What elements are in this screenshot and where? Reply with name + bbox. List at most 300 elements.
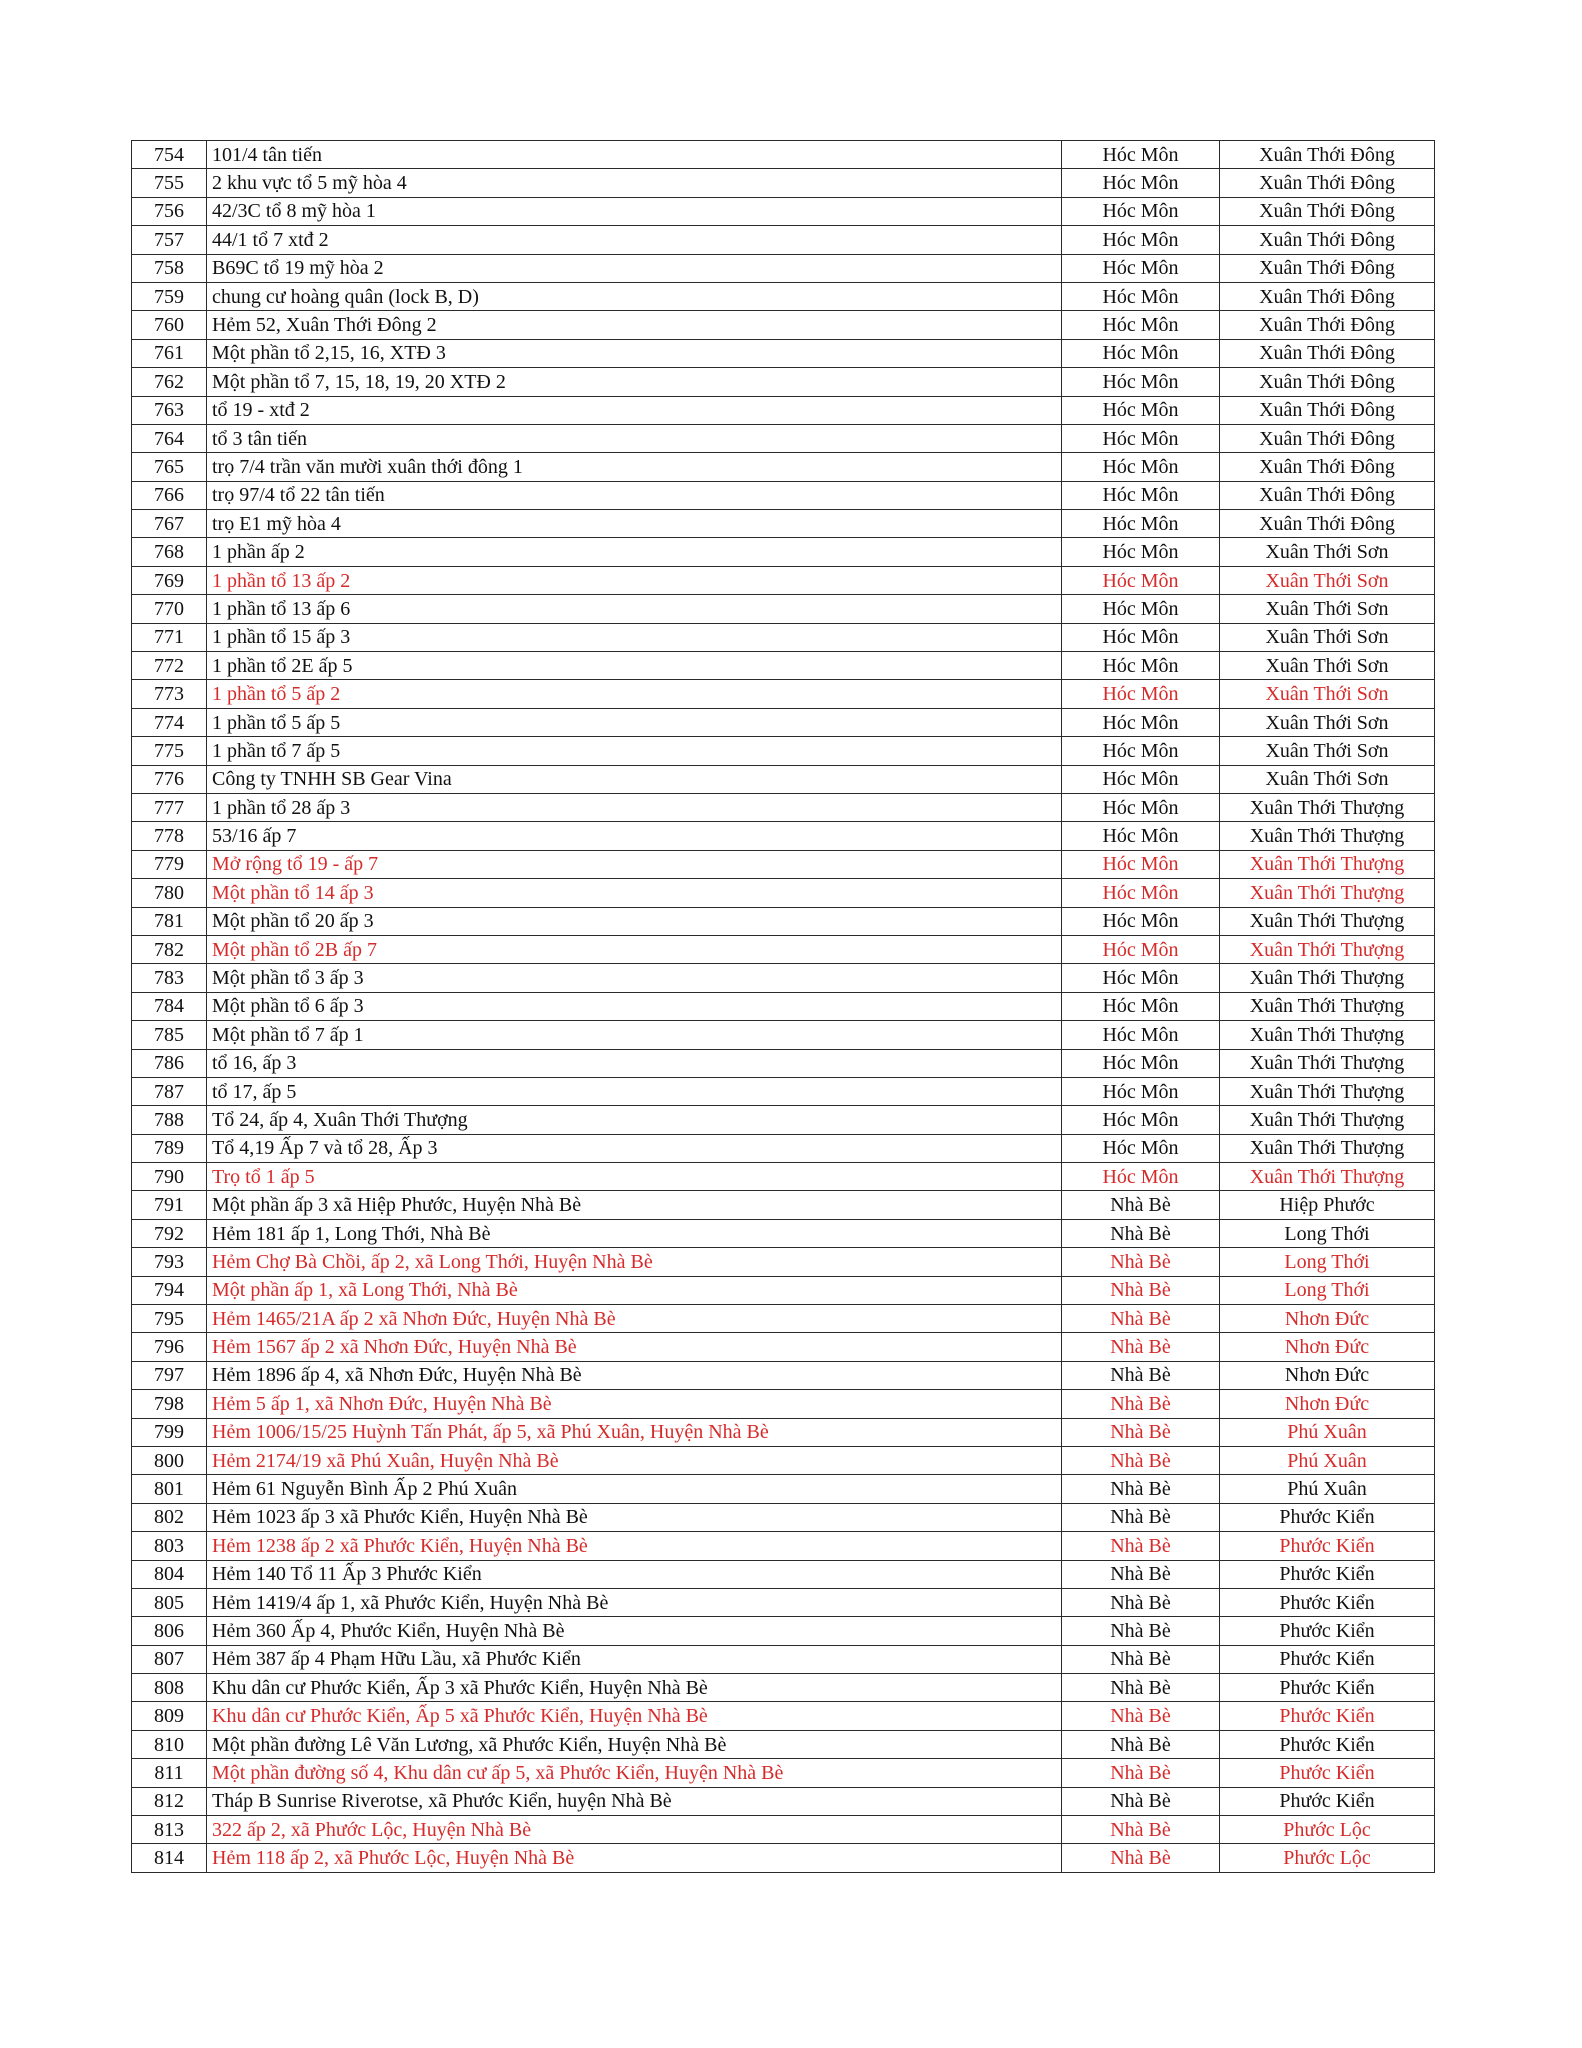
row-number: 782 bbox=[132, 935, 207, 963]
row-number: 772 bbox=[132, 652, 207, 680]
district-cell: Hóc Môn bbox=[1062, 1106, 1220, 1134]
ward-cell: Phước Kiển bbox=[1220, 1617, 1435, 1645]
table-row bbox=[132, 964, 1435, 992]
ward-cell: Xuân Thới Thượng bbox=[1220, 879, 1435, 907]
table-row bbox=[132, 935, 1435, 963]
ward-cell: Xuân Thới Đông bbox=[1220, 197, 1435, 225]
ward-cell: Xuân Thới Đông bbox=[1220, 481, 1435, 509]
ward-cell: Xuân Thới Đông bbox=[1220, 141, 1435, 169]
ward-cell: Phước Kiển bbox=[1220, 1787, 1435, 1815]
row-number: 761 bbox=[132, 339, 207, 367]
row-number: 783 bbox=[132, 964, 207, 992]
table-row bbox=[132, 453, 1435, 481]
district-cell: Nhà Bè bbox=[1062, 1560, 1220, 1588]
district-cell: Nhà Bè bbox=[1062, 1219, 1220, 1247]
table-row bbox=[132, 1077, 1435, 1105]
row-number: 765 bbox=[132, 453, 207, 481]
ward-cell: Xuân Thới Sơn bbox=[1220, 765, 1435, 793]
location-cell: 322 ấp 2, xã Phước Lộc, Huyện Nhà Bè bbox=[207, 1816, 1062, 1844]
ward-cell: Xuân Thới Sơn bbox=[1220, 708, 1435, 736]
district-cell: Hóc Môn bbox=[1062, 396, 1220, 424]
row-number: 773 bbox=[132, 680, 207, 708]
location-cell: Hẻm 118 ấp 2, xã Phước Lộc, Huyện Nhà Bè bbox=[207, 1844, 1062, 1872]
row-number: 811 bbox=[132, 1759, 207, 1787]
district-cell: Hóc Môn bbox=[1062, 424, 1220, 452]
table-row bbox=[132, 680, 1435, 708]
table-row bbox=[132, 141, 1435, 169]
ward-cell: Xuân Thới Đông bbox=[1220, 368, 1435, 396]
table-row bbox=[132, 1844, 1435, 1872]
ward-cell: Xuân Thới Đông bbox=[1220, 226, 1435, 254]
table-row bbox=[132, 737, 1435, 765]
table-row bbox=[132, 1560, 1435, 1588]
table-row bbox=[132, 652, 1435, 680]
district-cell: Nhà Bè bbox=[1062, 1816, 1220, 1844]
ward-cell: Xuân Thới Đông bbox=[1220, 510, 1435, 538]
ward-cell: Phước Kiển bbox=[1220, 1503, 1435, 1531]
location-cell: Hẻm 1465/21A ấp 2 xã Nhơn Đức, Huyện Nhà Bè bbox=[207, 1305, 1062, 1333]
district-cell: Hóc Môn bbox=[1062, 595, 1220, 623]
location-cell: Hẻm Chợ Bà Chồi, ấp 2, xã Long Thới, Huyện Nhà Bè bbox=[207, 1248, 1062, 1276]
row-number: 787 bbox=[132, 1077, 207, 1105]
district-cell: Hóc Môn bbox=[1062, 368, 1220, 396]
location-cell: Một phần đường số 4, Khu dân cư ấp 5, xã Phước Kiển, Huyện Nhà Bè bbox=[207, 1759, 1062, 1787]
row-number: 809 bbox=[132, 1702, 207, 1730]
district-cell: Hóc Môn bbox=[1062, 141, 1220, 169]
table-row bbox=[132, 1730, 1435, 1758]
location-cell: 2 khu vực tổ 5 mỹ hòa 4 bbox=[207, 169, 1062, 197]
district-cell: Nhà Bè bbox=[1062, 1503, 1220, 1531]
district-cell: Nhà Bè bbox=[1062, 1844, 1220, 1872]
ward-cell: Xuân Thới Đông bbox=[1220, 169, 1435, 197]
ward-cell: Xuân Thới Thượng bbox=[1220, 992, 1435, 1020]
district-cell: Hóc Môn bbox=[1062, 907, 1220, 935]
table-row bbox=[132, 169, 1435, 197]
ward-cell: Nhơn Đức bbox=[1220, 1333, 1435, 1361]
table-row bbox=[132, 1702, 1435, 1730]
table-row bbox=[132, 538, 1435, 566]
table-row bbox=[132, 1787, 1435, 1815]
ward-cell: Long Thới bbox=[1220, 1219, 1435, 1247]
location-cell: Hẻm 2174/19 xã Phú Xuân, Huyện Nhà Bè bbox=[207, 1446, 1062, 1474]
location-cell: trọ 7/4 trần văn mười xuân thới đông 1 bbox=[207, 453, 1062, 481]
table-row bbox=[132, 1219, 1435, 1247]
table-row bbox=[132, 566, 1435, 594]
ward-cell: Xuân Thới Sơn bbox=[1220, 652, 1435, 680]
ward-cell: Xuân Thới Thượng bbox=[1220, 1077, 1435, 1105]
ward-cell: Phước Kiển bbox=[1220, 1560, 1435, 1588]
district-cell: Hóc Môn bbox=[1062, 197, 1220, 225]
row-number: 793 bbox=[132, 1248, 207, 1276]
table-row bbox=[132, 1645, 1435, 1673]
table-row bbox=[132, 1021, 1435, 1049]
row-number: 767 bbox=[132, 510, 207, 538]
row-number: 781 bbox=[132, 907, 207, 935]
ward-cell: Phước Kiển bbox=[1220, 1532, 1435, 1560]
location-cell: Một phần tổ 3 ấp 3 bbox=[207, 964, 1062, 992]
row-number: 766 bbox=[132, 481, 207, 509]
location-cell: 44/1 tổ 7 xtđ 2 bbox=[207, 226, 1062, 254]
table-row bbox=[132, 282, 1435, 310]
row-number: 785 bbox=[132, 1021, 207, 1049]
table-row bbox=[132, 595, 1435, 623]
row-number: 807 bbox=[132, 1645, 207, 1673]
ward-cell: Nhơn Đức bbox=[1220, 1390, 1435, 1418]
location-cell: Hẻm 1419/4 ấp 1, xã Phước Kiển, Huyện Nhà Bè bbox=[207, 1588, 1062, 1616]
ward-cell: Xuân Thới Thượng bbox=[1220, 822, 1435, 850]
row-number: 763 bbox=[132, 396, 207, 424]
location-cell: Một phần tổ 2B ấp 7 bbox=[207, 935, 1062, 963]
table-row bbox=[132, 1816, 1435, 1844]
table-row bbox=[132, 907, 1435, 935]
location-cell: 1 phần tổ 5 ấp 2 bbox=[207, 680, 1062, 708]
district-cell: Hóc Môn bbox=[1062, 566, 1220, 594]
row-number: 754 bbox=[132, 141, 207, 169]
row-number: 812 bbox=[132, 1787, 207, 1815]
district-cell: Nhà Bè bbox=[1062, 1361, 1220, 1389]
table-row bbox=[132, 1134, 1435, 1162]
location-cell: Khu dân cư Phước Kiển, Ấp 3 xã Phước Kiển, Huyện Nhà Bè bbox=[207, 1674, 1062, 1702]
location-cell: Tổ 24, ấp 4, Xuân Thới Thượng bbox=[207, 1106, 1062, 1134]
location-cell: 1 phần tổ 15 ấp 3 bbox=[207, 623, 1062, 651]
location-cell: 1 phần tổ 13 ấp 6 bbox=[207, 595, 1062, 623]
row-number: 794 bbox=[132, 1276, 207, 1304]
table-row bbox=[132, 1361, 1435, 1389]
location-cell: Hẻm 61 Nguyễn Bình Ấp 2 Phú Xuân bbox=[207, 1475, 1062, 1503]
district-cell: Hóc Môn bbox=[1062, 453, 1220, 481]
location-cell: Tổ 4,19 Ấp 7 và tổ 28, Ấp 3 bbox=[207, 1134, 1062, 1162]
ward-cell: Phước Kiển bbox=[1220, 1702, 1435, 1730]
ward-cell: Phước Kiển bbox=[1220, 1730, 1435, 1758]
district-cell: Hóc Môn bbox=[1062, 822, 1220, 850]
location-cell: chung cư hoàng quân (lock B, D) bbox=[207, 282, 1062, 310]
location-cell: tổ 3 tân tiến bbox=[207, 424, 1062, 452]
table-row bbox=[132, 992, 1435, 1020]
district-cell: Nhà Bè bbox=[1062, 1333, 1220, 1361]
table-row bbox=[132, 1475, 1435, 1503]
table-row bbox=[132, 1333, 1435, 1361]
table-row bbox=[132, 765, 1435, 793]
district-cell: Hóc Môn bbox=[1062, 935, 1220, 963]
district-cell: Nhà Bè bbox=[1062, 1759, 1220, 1787]
district-cell: Hóc Môn bbox=[1062, 538, 1220, 566]
locations-table-body bbox=[132, 141, 1435, 1873]
table-row bbox=[132, 793, 1435, 821]
location-cell: Khu dân cư Phước Kiển, Ấp 5 xã Phước Kiển, Huyện Nhà Bè bbox=[207, 1702, 1062, 1730]
row-number: 775 bbox=[132, 737, 207, 765]
row-number: 799 bbox=[132, 1418, 207, 1446]
location-cell: 1 phần tổ 5 ấp 5 bbox=[207, 708, 1062, 736]
location-cell: 53/16 ấp 7 bbox=[207, 822, 1062, 850]
row-number: 778 bbox=[132, 822, 207, 850]
row-number: 774 bbox=[132, 708, 207, 736]
location-cell: tổ 17, ấp 5 bbox=[207, 1077, 1062, 1105]
table-row bbox=[132, 1248, 1435, 1276]
location-cell: trọ E1 mỹ hòa 4 bbox=[207, 510, 1062, 538]
district-cell: Hóc Môn bbox=[1062, 254, 1220, 282]
table-row bbox=[132, 1503, 1435, 1531]
table-row bbox=[132, 1191, 1435, 1219]
location-cell: Một phần tổ 2,15, 16, XTĐ 3 bbox=[207, 339, 1062, 367]
district-cell: Nhà Bè bbox=[1062, 1588, 1220, 1616]
ward-cell: Xuân Thới Thượng bbox=[1220, 1049, 1435, 1077]
table-row bbox=[132, 1617, 1435, 1645]
location-cell: 1 phần tổ 13 ấp 2 bbox=[207, 566, 1062, 594]
location-cell: trọ 97/4 tổ 22 tân tiến bbox=[207, 481, 1062, 509]
location-cell: Một phần ấp 3 xã Hiệp Phước, Huyện Nhà Bè bbox=[207, 1191, 1062, 1219]
district-cell: Nhà Bè bbox=[1062, 1305, 1220, 1333]
ward-cell: Xuân Thới Đông bbox=[1220, 339, 1435, 367]
location-cell: 1 phần tổ 2E ấp 5 bbox=[207, 652, 1062, 680]
row-number: 801 bbox=[132, 1475, 207, 1503]
table-row bbox=[132, 1106, 1435, 1134]
ward-cell: Xuân Thới Đông bbox=[1220, 424, 1435, 452]
row-number: 756 bbox=[132, 197, 207, 225]
location-cell: Tháp B Sunrise Riverotse, xã Phước Kiển, huyện Nhà Bè bbox=[207, 1787, 1062, 1815]
table-row bbox=[132, 708, 1435, 736]
ward-cell: Xuân Thới Đông bbox=[1220, 311, 1435, 339]
location-cell: Trọ tổ 1 ấp 5 bbox=[207, 1163, 1062, 1191]
location-cell: Một phần tổ 7, 15, 18, 19, 20 XTĐ 2 bbox=[207, 368, 1062, 396]
row-number: 769 bbox=[132, 566, 207, 594]
table-row bbox=[132, 623, 1435, 651]
location-cell: Một phần đường Lê Văn Lương, xã Phước Kiển, Huyện Nhà Bè bbox=[207, 1730, 1062, 1758]
table-row bbox=[132, 1049, 1435, 1077]
table-row bbox=[132, 510, 1435, 538]
district-cell: Nhà Bè bbox=[1062, 1191, 1220, 1219]
district-cell: Hóc Môn bbox=[1062, 282, 1220, 310]
district-cell: Nhà Bè bbox=[1062, 1390, 1220, 1418]
location-cell: 101/4 tân tiến bbox=[207, 141, 1062, 169]
ward-cell: Xuân Thới Thượng bbox=[1220, 793, 1435, 821]
ward-cell: Phước Lộc bbox=[1220, 1816, 1435, 1844]
ward-cell: Xuân Thới Sơn bbox=[1220, 595, 1435, 623]
ward-cell: Xuân Thới Sơn bbox=[1220, 680, 1435, 708]
ward-cell: Xuân Thới Thượng bbox=[1220, 1134, 1435, 1162]
table-row bbox=[132, 197, 1435, 225]
row-number: 791 bbox=[132, 1191, 207, 1219]
ward-cell: Nhơn Đức bbox=[1220, 1305, 1435, 1333]
location-cell: tổ 16, ấp 3 bbox=[207, 1049, 1062, 1077]
ward-cell: Hiệp Phước bbox=[1220, 1191, 1435, 1219]
locations-table bbox=[131, 140, 1435, 1873]
district-cell: Hóc Môn bbox=[1062, 481, 1220, 509]
ward-cell: Xuân Thới Thượng bbox=[1220, 964, 1435, 992]
location-cell: Hẻm 140 Tổ 11 Ấp 3 Phước Kiển bbox=[207, 1560, 1062, 1588]
table-row bbox=[132, 822, 1435, 850]
ward-cell: Xuân Thới Thượng bbox=[1220, 1163, 1435, 1191]
table-row bbox=[132, 1532, 1435, 1560]
district-cell: Hóc Môn bbox=[1062, 623, 1220, 651]
location-cell: 1 phần tổ 28 ấp 3 bbox=[207, 793, 1062, 821]
row-number: 804 bbox=[132, 1560, 207, 1588]
location-cell: Một phần tổ 6 ấp 3 bbox=[207, 992, 1062, 1020]
row-number: 762 bbox=[132, 368, 207, 396]
table-row bbox=[132, 879, 1435, 907]
table-row bbox=[132, 1390, 1435, 1418]
location-cell: Hẻm 1006/15/25 Huỳnh Tấn Phát, ấp 5, xã Phú Xuân, Huyện Nhà Bè bbox=[207, 1418, 1062, 1446]
district-cell: Nhà Bè bbox=[1062, 1674, 1220, 1702]
district-cell: Hóc Môn bbox=[1062, 339, 1220, 367]
table-row bbox=[132, 1418, 1435, 1446]
row-number: 784 bbox=[132, 992, 207, 1020]
district-cell: Hóc Môn bbox=[1062, 680, 1220, 708]
ward-cell: Xuân Thới Đông bbox=[1220, 282, 1435, 310]
ward-cell: Xuân Thới Đông bbox=[1220, 396, 1435, 424]
location-cell: 1 phần ấp 2 bbox=[207, 538, 1062, 566]
location-cell: Một phần ấp 1, xã Long Thới, Nhà Bè bbox=[207, 1276, 1062, 1304]
table-row bbox=[132, 1276, 1435, 1304]
table-row bbox=[132, 226, 1435, 254]
row-number: 770 bbox=[132, 595, 207, 623]
row-number: 813 bbox=[132, 1816, 207, 1844]
row-number: 786 bbox=[132, 1049, 207, 1077]
row-number: 789 bbox=[132, 1134, 207, 1162]
ward-cell: Xuân Thới Sơn bbox=[1220, 623, 1435, 651]
ward-cell: Xuân Thới Sơn bbox=[1220, 538, 1435, 566]
ward-cell: Long Thới bbox=[1220, 1248, 1435, 1276]
table-row bbox=[132, 1305, 1435, 1333]
table-row bbox=[132, 311, 1435, 339]
row-number: 810 bbox=[132, 1730, 207, 1758]
table-row bbox=[132, 396, 1435, 424]
row-number: 779 bbox=[132, 850, 207, 878]
table-row bbox=[132, 1446, 1435, 1474]
district-cell: Hóc Môn bbox=[1062, 1049, 1220, 1077]
district-cell: Hóc Môn bbox=[1062, 1134, 1220, 1162]
table-row bbox=[132, 1674, 1435, 1702]
row-number: 760 bbox=[132, 311, 207, 339]
table-row bbox=[132, 254, 1435, 282]
district-cell: Nhà Bè bbox=[1062, 1702, 1220, 1730]
location-cell: 42/3C tổ 8 mỹ hòa 1 bbox=[207, 197, 1062, 225]
row-number: 803 bbox=[132, 1532, 207, 1560]
row-number: 800 bbox=[132, 1446, 207, 1474]
ward-cell: Xuân Thới Đông bbox=[1220, 254, 1435, 282]
ward-cell: Phước Kiển bbox=[1220, 1645, 1435, 1673]
row-number: 808 bbox=[132, 1674, 207, 1702]
row-number: 777 bbox=[132, 793, 207, 821]
row-number: 759 bbox=[132, 282, 207, 310]
location-cell: Một phần tổ 20 ấp 3 bbox=[207, 907, 1062, 935]
district-cell: Nhà Bè bbox=[1062, 1617, 1220, 1645]
table-row bbox=[132, 1588, 1435, 1616]
row-number: 797 bbox=[132, 1361, 207, 1389]
row-number: 758 bbox=[132, 254, 207, 282]
district-cell: Hóc Môn bbox=[1062, 1077, 1220, 1105]
ward-cell: Xuân Thới Thượng bbox=[1220, 935, 1435, 963]
location-cell: Hẻm 52, Xuân Thới Đông 2 bbox=[207, 311, 1062, 339]
ward-cell: Phước Kiển bbox=[1220, 1674, 1435, 1702]
table-row bbox=[132, 481, 1435, 509]
ward-cell: Xuân Thới Đông bbox=[1220, 453, 1435, 481]
district-cell: Hóc Môn bbox=[1062, 1021, 1220, 1049]
row-number: 771 bbox=[132, 623, 207, 651]
location-cell: Hẻm 5 ấp 1, xã Nhơn Đức, Huyện Nhà Bè bbox=[207, 1390, 1062, 1418]
row-number: 792 bbox=[132, 1219, 207, 1247]
ward-cell: Phước Lộc bbox=[1220, 1844, 1435, 1872]
location-cell: tổ 19 - xtđ 2 bbox=[207, 396, 1062, 424]
table-row bbox=[132, 850, 1435, 878]
ward-cell: Xuân Thới Thượng bbox=[1220, 1106, 1435, 1134]
district-cell: Nhà Bè bbox=[1062, 1532, 1220, 1560]
location-cell: 1 phần tổ 7 ấp 5 bbox=[207, 737, 1062, 765]
ward-cell: Phú Xuân bbox=[1220, 1446, 1435, 1474]
district-cell: Nhà Bè bbox=[1062, 1730, 1220, 1758]
district-cell: Hóc Môn bbox=[1062, 793, 1220, 821]
location-cell: Hẻm 387 ấp 4 Phạm Hữu Lầu, xã Phước Kiển bbox=[207, 1645, 1062, 1673]
district-cell: Nhà Bè bbox=[1062, 1276, 1220, 1304]
district-cell: Hóc Môn bbox=[1062, 765, 1220, 793]
district-cell: Nhà Bè bbox=[1062, 1645, 1220, 1673]
row-number: 795 bbox=[132, 1305, 207, 1333]
district-cell: Hóc Môn bbox=[1062, 737, 1220, 765]
location-cell: Hẻm 360 Ấp 4, Phước Kiển, Huyện Nhà Bè bbox=[207, 1617, 1062, 1645]
row-number: 776 bbox=[132, 765, 207, 793]
ward-cell: Phú Xuân bbox=[1220, 1475, 1435, 1503]
ward-cell: Long Thới bbox=[1220, 1276, 1435, 1304]
table-row bbox=[132, 1163, 1435, 1191]
district-cell: Hóc Môn bbox=[1062, 226, 1220, 254]
row-number: 788 bbox=[132, 1106, 207, 1134]
row-number: 805 bbox=[132, 1588, 207, 1616]
row-number: 780 bbox=[132, 879, 207, 907]
row-number: 755 bbox=[132, 169, 207, 197]
district-cell: Hóc Môn bbox=[1062, 652, 1220, 680]
ward-cell: Xuân Thới Thượng bbox=[1220, 907, 1435, 935]
district-cell: Nhà Bè bbox=[1062, 1248, 1220, 1276]
district-cell: Nhà Bè bbox=[1062, 1475, 1220, 1503]
district-cell: Hóc Môn bbox=[1062, 879, 1220, 907]
row-number: 764 bbox=[132, 424, 207, 452]
ward-cell: Xuân Thới Sơn bbox=[1220, 566, 1435, 594]
table-row bbox=[132, 368, 1435, 396]
ward-cell: Xuân Thới Sơn bbox=[1220, 737, 1435, 765]
district-cell: Hóc Môn bbox=[1062, 708, 1220, 736]
row-number: 802 bbox=[132, 1503, 207, 1531]
location-cell: Một phần tổ 7 ấp 1 bbox=[207, 1021, 1062, 1049]
district-cell: Hóc Môn bbox=[1062, 169, 1220, 197]
location-cell: Hẻm 1238 ấp 2 xã Phước Kiển, Huyện Nhà Bè bbox=[207, 1532, 1062, 1560]
district-cell: Nhà Bè bbox=[1062, 1787, 1220, 1815]
location-cell: Hẻm 181 ấp 1, Long Thới, Nhà Bè bbox=[207, 1219, 1062, 1247]
row-number: 790 bbox=[132, 1163, 207, 1191]
district-cell: Hóc Môn bbox=[1062, 850, 1220, 878]
location-cell: B69C tổ 19 mỹ hòa 2 bbox=[207, 254, 1062, 282]
row-number: 768 bbox=[132, 538, 207, 566]
table-row bbox=[132, 1759, 1435, 1787]
ward-cell: Xuân Thới Thượng bbox=[1220, 850, 1435, 878]
district-cell: Nhà Bè bbox=[1062, 1446, 1220, 1474]
location-cell: Hẻm 1023 ấp 3 xã Phước Kiển, Huyện Nhà Bè bbox=[207, 1503, 1062, 1531]
location-cell: Hẻm 1896 ấp 4, xã Nhơn Đức, Huyện Nhà Bè bbox=[207, 1361, 1062, 1389]
ward-cell: Nhơn Đức bbox=[1220, 1361, 1435, 1389]
row-number: 757 bbox=[132, 226, 207, 254]
district-cell: Nhà Bè bbox=[1062, 1418, 1220, 1446]
district-cell: Hóc Môn bbox=[1062, 1163, 1220, 1191]
row-number: 796 bbox=[132, 1333, 207, 1361]
table-row bbox=[132, 339, 1435, 367]
district-cell: Hóc Môn bbox=[1062, 311, 1220, 339]
ward-cell: Xuân Thới Thượng bbox=[1220, 1021, 1435, 1049]
location-cell: Một phần tổ 14 ấp 3 bbox=[207, 879, 1062, 907]
ward-cell: Phú Xuân bbox=[1220, 1418, 1435, 1446]
table-row bbox=[132, 424, 1435, 452]
ward-cell: Phước Kiển bbox=[1220, 1588, 1435, 1616]
location-cell: Công ty TNHH SB Gear Vina bbox=[207, 765, 1062, 793]
row-number: 806 bbox=[132, 1617, 207, 1645]
location-cell: Mở rộng tổ 19 - ấp 7 bbox=[207, 850, 1062, 878]
